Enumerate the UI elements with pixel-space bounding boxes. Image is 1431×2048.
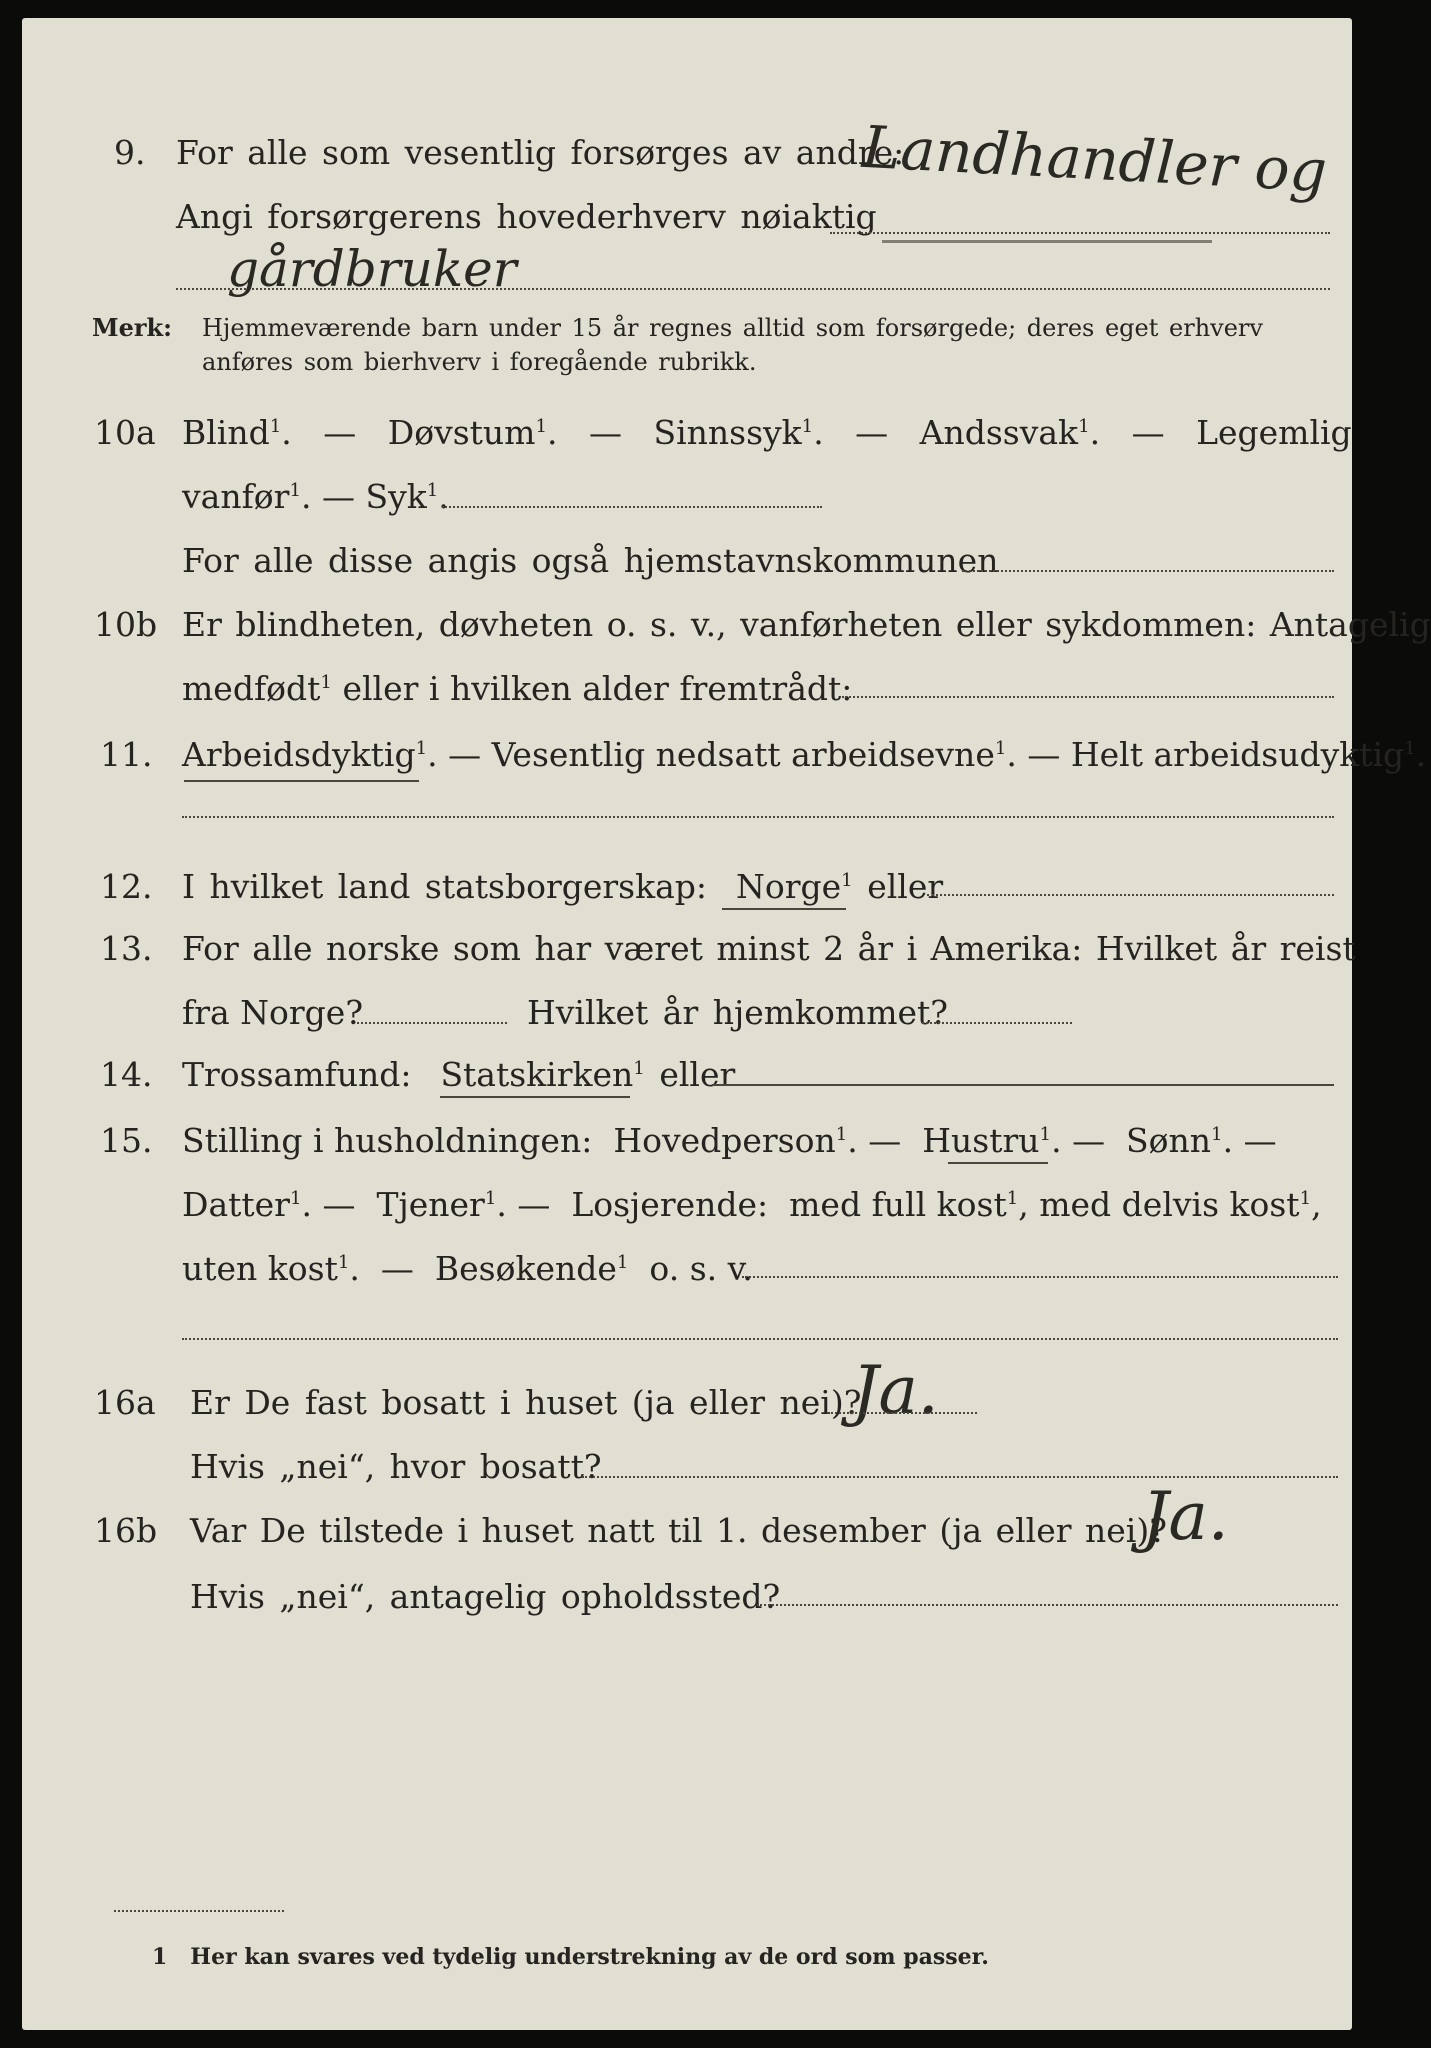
footnote-text-b: tydelig understrekning av de ord som passer. [432,1944,989,1970]
q13-dotted-line-2 [922,1022,1072,1024]
merk-label: Merk: [92,313,172,342]
option-norge: Norge [736,867,842,906]
q14-question: Trossamfund: [182,1055,412,1094]
q13-number: 13. [100,929,153,968]
q9-handwritten-answer-a: Landhandler og [860,112,1329,206]
q9-number: 9. [114,133,146,172]
merk-line1: Hjemmeværende barn under 15 år regnes alltid som forsørgede; deres eget erhverv [202,314,1263,342]
q14-answer-line [712,1084,1334,1086]
q11-line: Arbeidsdyktig$^1$. — Vesentlig nedsatt arbeidsevne$^1$. — Helt arbeidsudyktig$^1$. [182,735,1427,774]
q10b-number: 10b [94,605,158,644]
q16b-number: 16b [94,1511,158,1550]
q9-pen-stroke [882,240,1212,243]
footnote [152,1946,989,1968]
q12-underline-norge [722,908,846,910]
option-datter: Datter [182,1185,290,1224]
q14-underline-statskirken [440,1096,630,1098]
q16b-line2: Hvis „nei“, antagelig opholdssted? [190,1577,781,1616]
q16a-line2: Hvis „nei“, hvor bosatt? [190,1447,602,1486]
footnote-mark: 1 [152,1944,168,1970]
q14-number: 14. [100,1055,153,1094]
q12-dotted-line [927,894,1334,896]
q14-line: Trossamfund: Statskirken$^1$ eller [182,1055,736,1094]
q12-question: I hvilket land statsborgerskap: [182,867,708,906]
q15-dotted-line-2 [182,1338,1338,1340]
option-blind: Blind [182,413,270,452]
q16b-dotted-line [757,1604,1338,1606]
q13-line2a: fra Norge? [182,993,364,1032]
q15-line3: uten kost$^1$. — Besøkende$^1$ o. s. v. [182,1249,753,1288]
option-dovstum: Døvstum [387,413,536,452]
option-vanfor: vanfør [182,477,290,516]
option-tjener: Tjener [376,1185,485,1224]
q10b-dotted-line [842,696,1334,698]
q9-line1: For alle som vesentlig forsørges av andre: [176,133,905,172]
option-med-full-kost: med full kost [789,1185,1007,1224]
option-sonn: Sønn [1126,1121,1212,1160]
option-uten-kost: uten kost [182,1249,338,1288]
option-sinnssyk: Sinnssyk [653,413,802,452]
footnote-rule [114,1910,284,1912]
option-hustru: Hustru [922,1121,1040,1160]
option-nedsatt: Vesentlig nedsatt arbeidsevne [491,735,995,774]
census-form-page [22,18,1431,2030]
option-arbeidsdyktig: Arbeidsdyktig [182,735,416,774]
q10a-dotted-line-2 [962,570,1334,572]
q11-number: 11. [100,735,153,774]
option-hovedperson: Hovedperson [613,1121,836,1160]
footnote-text-a: Her kan svares ved [190,1944,425,1970]
option-syk: Syk [365,477,427,516]
q10a-line3: For alle disse angis også hjemstavnskommunen [182,541,999,580]
option-legemlig: Legemlig [1196,413,1352,452]
q16a-line1: Er De fast bosatt i huset (ja eller nei)? [190,1383,862,1422]
q9-dotted-line-1 [830,232,1330,234]
q13-line1: For alle norske som har været minst 2 år i Amerika: Hvilket år reist [182,929,1356,968]
q15-dotted-line-1 [742,1276,1338,1278]
q13-dotted-line-1 [357,1022,507,1024]
q10a-line1: Blind$^1$. — Døvstum$^1$. — Sinnssyk$^1$. — Andssvak$^1$. — Legemlig [182,413,1352,452]
q10b-line2: medfødt$^1$ eller i hvilken alder fremtrådt: [182,669,853,708]
q15-underline-hustru [948,1162,1048,1164]
q11-dotted-line [182,816,1334,818]
q10b-line2-rest: eller i hvilken alder fremtrådt: [342,669,853,708]
q9-line2: Angi forsørgerens hovederhverv nøiaktig [176,197,877,236]
option-statskirken: Statskirken [440,1055,634,1094]
option-medfodt: medfødt [182,669,321,708]
q11-underline-arbeidsdyktig [184,780,419,782]
q16b-handwritten-answer: Ja. [1142,1478,1229,1555]
q13-line2b: Hvilket år hjemkommet? [527,993,948,1032]
option-andssvak: Andssvak [919,413,1079,452]
option-losjerende: Losjerende: [571,1185,769,1224]
q16a-dotted-line-1 [827,1412,977,1414]
merk-line2: anføres som bierhverv i foregående rubrikk. [202,348,757,376]
q12-number: 12. [100,867,153,906]
option-udyktig: Helt arbeidsudyktig [1070,735,1405,774]
q16a-handwritten-answer: Ja. [852,1352,939,1429]
q10b-line1: Er blindheten, døvheten o. s. v., vanførheten eller sykdommen: Antagelig [182,605,1431,644]
q15-number: 15. [100,1121,153,1160]
option-med-delvis-kost: med delvis kost [1039,1185,1300,1224]
q15-line2: Datter$^1$. — Tjener$^1$. — Losjerende: med full kost$^1$, med delvis kost$^1$, [182,1185,1322,1224]
q10a-number: 10a [94,413,156,452]
q15-line1: Stilling i husholdningen: Hovedperson$^1$. — Hustru$^1$. — Sønn$^1$. — [182,1121,1277,1160]
q9-handwritten-answer-b: gårdbruker [227,240,517,298]
q15-question: Stilling i husholdningen: [182,1121,593,1160]
q12-line: I hvilket land statsborgerskap: Norge$^1$ eller [182,867,944,906]
option-besokende: Besøkende [434,1249,617,1288]
q10a-line2: vanfør$^1$. — Syk$^1$. [182,477,449,516]
q16a-number: 16a [94,1383,156,1422]
q10a-dotted-line-1 [442,506,822,508]
q16b-line1: Var De tilstede i huset natt til 1. desember (ja eller nei)? [190,1511,1167,1550]
